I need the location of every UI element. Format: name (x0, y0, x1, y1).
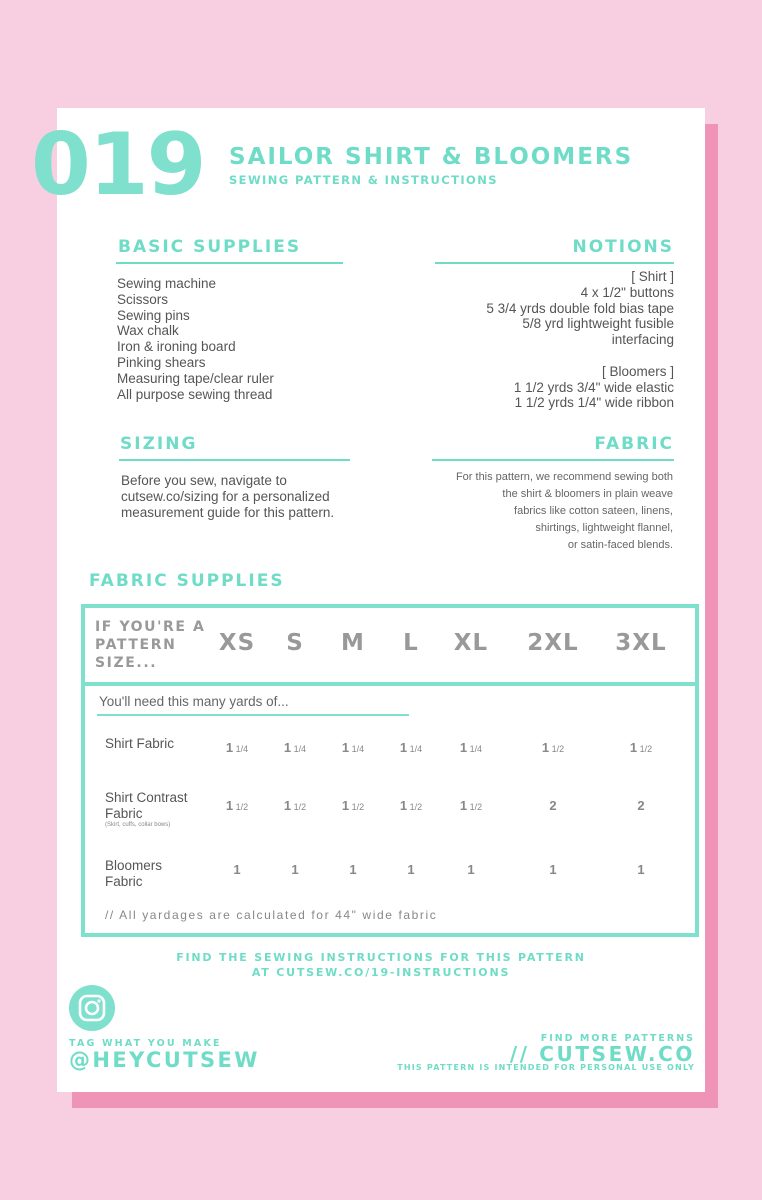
instagram-icon[interactable] (69, 985, 115, 1031)
instructions-line: AT CUTSEW.CO/19-INSTRUCTIONS (251, 966, 511, 979)
sizing-heading: SIZING (120, 434, 198, 454)
notion-line: 5 3/4 yrds double fold bias tape (486, 300, 674, 316)
yardage-whole: 1 (407, 862, 415, 877)
notion-line: 1 1/2 yrds 3/4" wide elastic (513, 379, 674, 395)
yardage-fraction: 1/2 (637, 744, 653, 754)
notion-line (486, 348, 674, 364)
notion-line: 1 1/2 yrds 1/4" wide ribbon (514, 395, 674, 411)
notions-list (486, 269, 674, 411)
sizing-line: measurement guide for this pattern. (121, 505, 335, 520)
basic-supplies-heading: BASIC SUPPLIES (118, 237, 302, 257)
yardage-whole: 1 (637, 862, 645, 877)
yardage-whole: 1 (629, 740, 638, 755)
yardage-cell (265, 862, 325, 877)
yardage-whole: 1 (225, 740, 234, 755)
supply-item: Wax chalk (117, 323, 179, 339)
table-divider (85, 682, 695, 686)
yardage-fraction: 1/4 (407, 744, 423, 754)
fabric-row-label-line: Bloomers (105, 858, 163, 873)
find-more-patterns: FIND MORE PATTERNS (540, 1033, 695, 1044)
yardage-fraction: 1/4 (233, 744, 249, 754)
basic-supplies-list (117, 276, 274, 402)
yardage-fraction: 1/2 (291, 802, 307, 812)
yardage-whole: 1 (225, 798, 234, 813)
fabric-rule (432, 459, 674, 461)
yardage-cell (441, 740, 501, 755)
yardage-whole: 2 (549, 798, 557, 813)
size-label (95, 618, 206, 672)
fabric-row-label-line: Fabric (105, 873, 143, 889)
fabric-line: shirtings, lightweight flannel, (535, 522, 673, 534)
yardage-whole: 1 (349, 862, 357, 877)
notions-heading: NOTIONS (572, 237, 674, 257)
yardage-cell (265, 798, 325, 813)
yardage-cell (323, 862, 383, 877)
yardage-footnote: // All yardages are calculated for 44" wide fabric (105, 908, 438, 922)
fabric-line: or satin-faced blends. (567, 539, 673, 551)
yardage-cell (611, 862, 671, 877)
yardage-cell (323, 798, 383, 813)
yardage-whole: 1 (467, 862, 475, 877)
yardage-intro: You'll need this many yards of... (99, 694, 289, 709)
sizing-text (121, 473, 334, 521)
yardage-cell (441, 798, 501, 813)
yardage-cell (523, 740, 583, 755)
supply-item: Sewing machine (117, 276, 217, 291)
fabric-row-label-line: Fabric (105, 805, 143, 821)
fabric-text (456, 469, 673, 554)
size-column-header: L (403, 630, 419, 656)
fabric-supplies-table (81, 604, 699, 937)
yardage-fraction: 1/2 (349, 802, 365, 812)
notion-line: 4 x 1/2" buttons (580, 284, 674, 300)
yardage-fraction: 1/2 (549, 744, 565, 754)
yardage-cell (265, 740, 325, 755)
supply-item: All purpose sewing thread (117, 386, 273, 402)
notion-line: [ Shirt ] (631, 269, 674, 284)
yardage-whole: 1 (283, 740, 292, 755)
yardage-fraction: 1/4 (291, 744, 307, 754)
yardage-cell (611, 740, 671, 755)
fabric-heading: FABRIC (594, 434, 674, 454)
yardage-whole: 1 (233, 862, 241, 877)
fabric-line: the shirt & bloomers in plain weave (502, 488, 673, 500)
fabric-row-label (105, 790, 188, 829)
yardage-fraction: 1/2 (467, 802, 483, 812)
instagram-handle[interactable]: @HEYCUTSEW (69, 1048, 260, 1072)
size-column-header: 2XL (527, 630, 579, 656)
yardage-cell (207, 862, 267, 877)
yardage-whole: 1 (399, 798, 408, 813)
yardage-cell (441, 862, 501, 877)
instructions-line: FIND THE SEWING INSTRUCTIONS FOR THIS PATTERN (176, 951, 586, 964)
supply-item: Scissors (117, 291, 169, 307)
yardage-cell (523, 798, 583, 813)
yardage-whole: 1 (283, 798, 292, 813)
yardage-whole: 1 (399, 740, 408, 755)
pattern-title: SAILOR SHIRT & BLOOMERS (229, 144, 634, 170)
pattern-subtitle: SEWING PATTERN & INSTRUCTIONS (229, 173, 498, 187)
yardage-cell (381, 798, 441, 813)
notions-rule (435, 262, 674, 264)
notion-line: 5/8 yrd lightweight fusible (522, 316, 674, 332)
yardage-fraction: 1/2 (407, 802, 423, 812)
size-column-header: XS (218, 630, 256, 656)
supply-item: Pinking shears (117, 354, 206, 370)
yardage-cell (207, 740, 267, 755)
yardage-whole: 1 (459, 740, 468, 755)
yardage-whole: 1 (549, 862, 557, 877)
fabric-row-label-line: Shirt Fabric (105, 736, 175, 751)
yardage-cell (523, 862, 583, 877)
supply-item: Iron & ironing board (117, 339, 236, 355)
fabric-row-label (105, 858, 162, 889)
size-label-line: PATTERN (95, 637, 177, 653)
yardage-whole: 2 (637, 798, 645, 813)
yardage-whole: 1 (291, 862, 299, 877)
basic-supplies-rule (116, 262, 343, 264)
fabric-row-label-line: Shirt Contrast (105, 790, 188, 805)
cutsew-site-link[interactable]: // CUTSEW.CO (509, 1042, 695, 1066)
personal-use-note: THIS PATTERN IS INTENDED FOR PERSONAL USE ONLY (397, 1063, 695, 1072)
yardage-cell (611, 798, 671, 813)
fabric-row-note: (Skirt, cuffs, collar bows) (105, 822, 171, 828)
size-label-line: SIZE... (95, 655, 158, 671)
yardage-whole: 1 (341, 740, 350, 755)
fabric-line: For this pattern, we recommend sewing both (455, 471, 673, 483)
sizing-rule (119, 459, 350, 461)
sizing-line: Before you sew, navigate to (121, 473, 287, 488)
yardage-cell (207, 798, 267, 813)
size-column-header: S (286, 630, 304, 656)
sizing-line: cutsew.co/sizing for a personalized (121, 489, 330, 504)
yardage-whole: 1 (541, 740, 550, 755)
size-column-header: M (341, 630, 365, 656)
yardage-intro-rule (97, 714, 409, 716)
instructions-link[interactable] (57, 950, 705, 980)
yardage-fraction: 1/4 (467, 744, 483, 754)
fabric-supplies-heading: FABRIC SUPPLIES (89, 571, 285, 591)
pattern-sheet (31, 108, 705, 1092)
fabric-line: fabrics like cotton sateen, linens, (514, 505, 673, 517)
supply-item: Sewing pins (117, 307, 190, 323)
yardage-fraction: 1/2 (233, 802, 249, 812)
size-column-header: 3XL (615, 630, 667, 656)
yardage-whole: 1 (459, 798, 468, 813)
supply-item: Measuring tape/clear ruler (117, 370, 274, 386)
yardage-cell (381, 740, 441, 755)
yardage-cell (323, 740, 383, 755)
size-column-header: XL (453, 630, 489, 656)
yardage-fraction: 1/4 (349, 744, 365, 754)
yardage-cell (381, 862, 441, 877)
pattern-number: 019 (31, 115, 205, 215)
notion-line: interfacing (611, 332, 674, 348)
tag-what-you-make: TAG WHAT YOU MAKE (69, 1038, 222, 1049)
fabric-row-label (105, 736, 174, 752)
size-label-line: IF YOU'RE A (95, 619, 206, 635)
notion-line: [ Bloomers ] (601, 363, 674, 379)
yardage-whole: 1 (341, 798, 350, 813)
